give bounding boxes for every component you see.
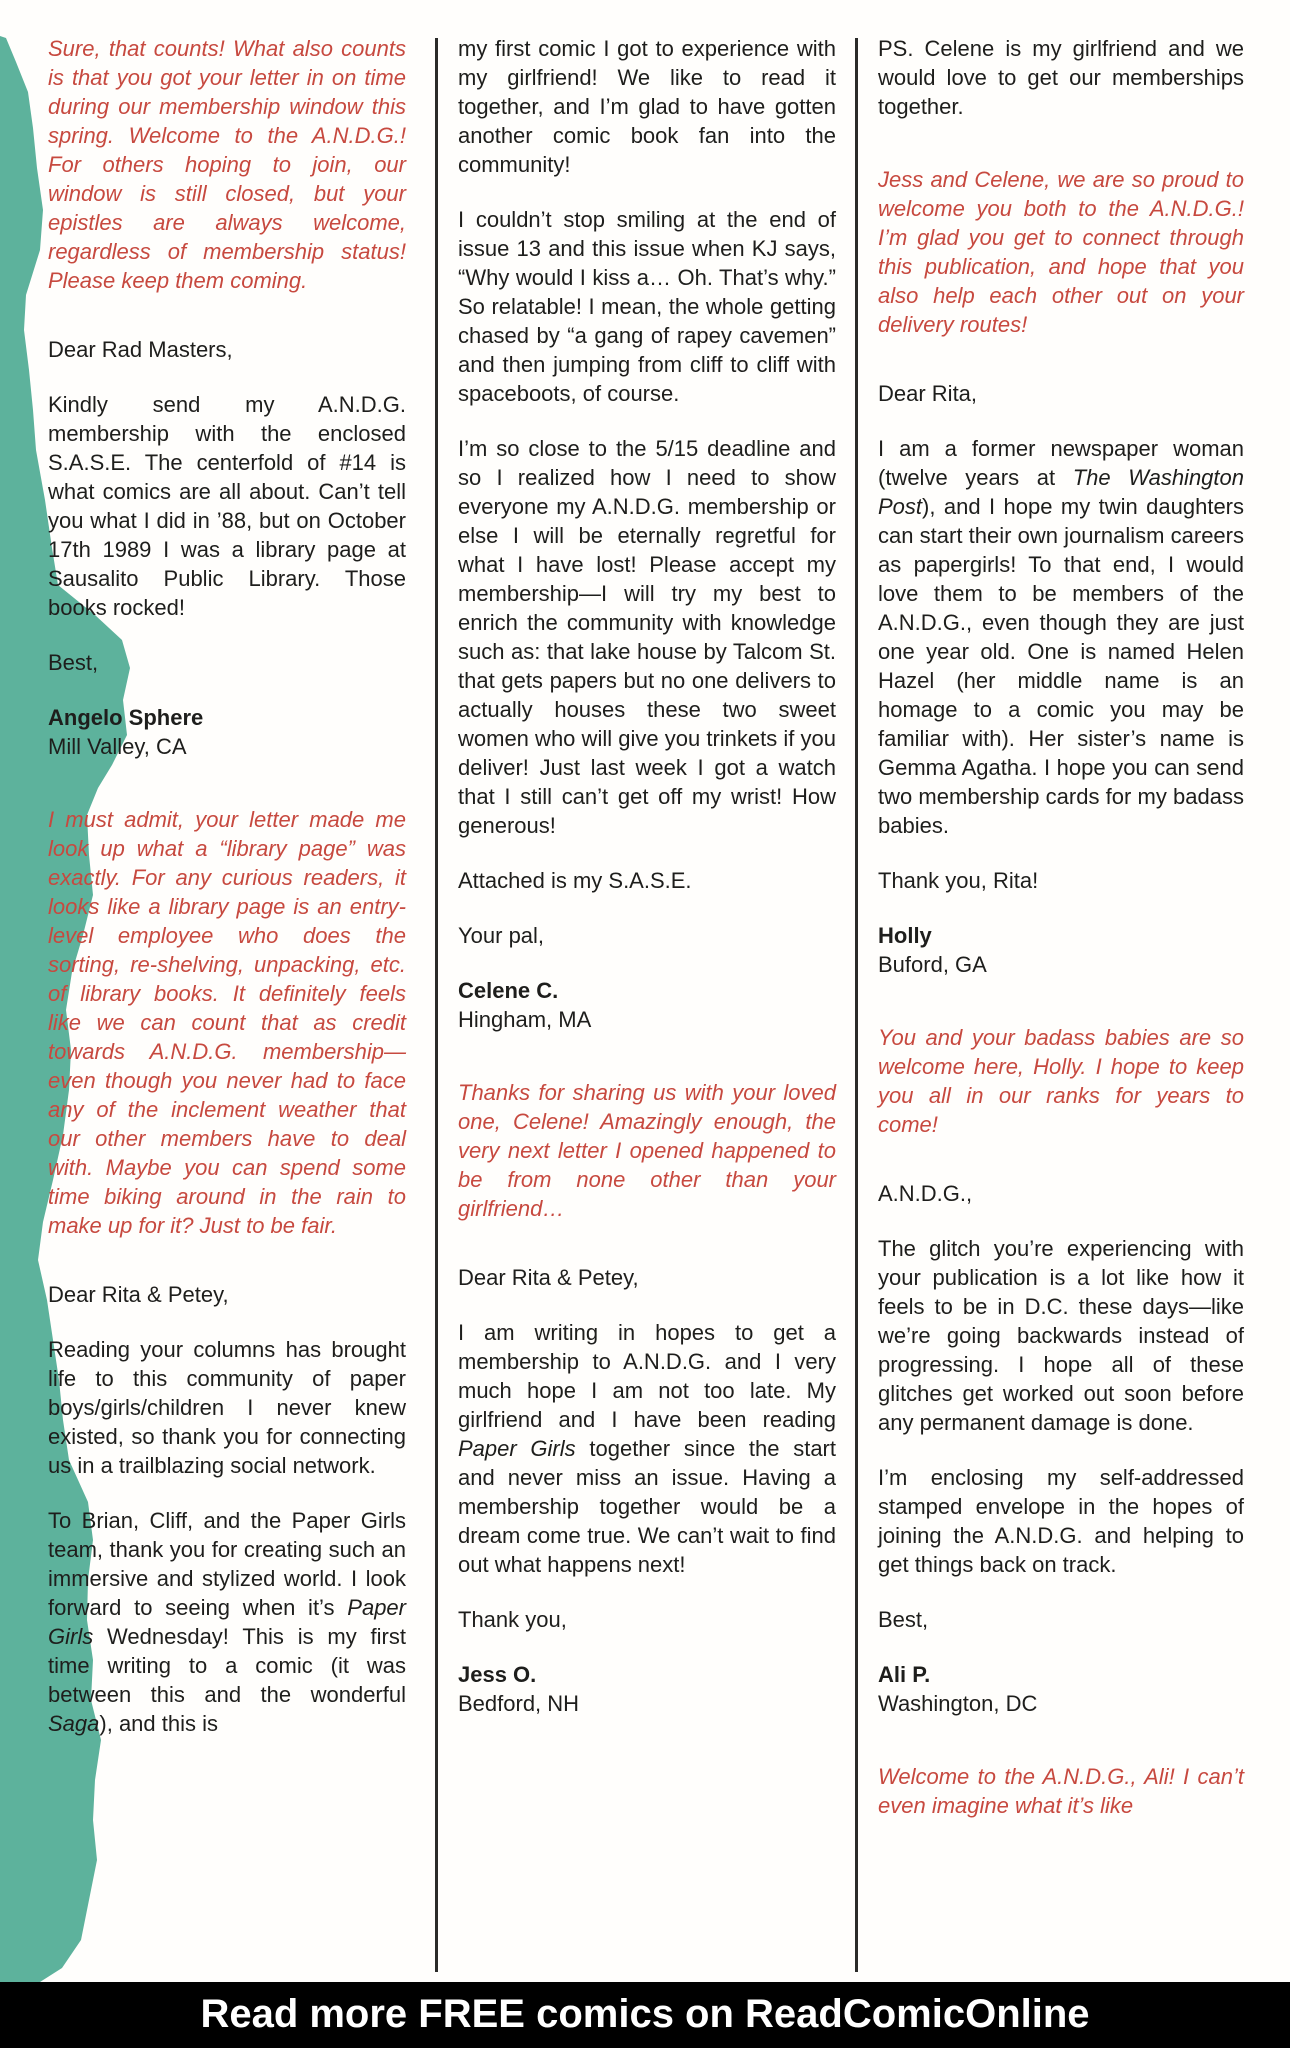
signer-location: Bedford, NH bbox=[458, 1691, 580, 1716]
letter-paragraph: Thank you, bbox=[458, 1607, 567, 1632]
letter-paragraph: Reading your columns has brought life to this community of paper boys/girls/children I never knew existed, so thank you for connecting us in a trailblazing social network. bbox=[48, 1337, 406, 1478]
editor-response: Welcome to the A.N.D.G., Ali! I can’t even imagine what it’s like bbox=[878, 1764, 1244, 1818]
signer-name: Holly bbox=[878, 923, 932, 948]
banner-text: Read more FREE comics on ReadComicOnline bbox=[200, 1992, 1090, 2036]
letter-signature bbox=[458, 1660, 836, 1718]
letter-paragraph: Dear Rad Masters, bbox=[48, 337, 233, 362]
editor-response: I must admit, your letter made me look up what a “library page” was exactly. For any curious readers, it looks like a library page is an entry-level employee who does the sorting, re-shelving, unpacking, etc. of library books. It definitely feels like we can count that as credit towards A.N.D.G. membership—even though you never had to face any of the inclement weather that our other members have to deal with. Maybe you can spend some time biking around in the rain to make up for it? Just to be fair. bbox=[48, 807, 406, 1238]
editor-response: Sure, that counts! What also counts is that you got your letter in on time during our membership window this spring. Welcome to the A.N.D.G.! For others hoping to join, our window is still closed, but your epistles are always welcome, regardless of membership status! Please keep them coming. bbox=[48, 36, 406, 293]
editor-response: You and your badass babies are so welcome here, Holly. I hope to keep you all in our ranks for years to come! bbox=[878, 1025, 1244, 1137]
letter-paragraph: Kindly send my A.N.D.G. membership with the enclosed S.A.S.E. The centerfold of #14 is what comics are all about. Can’t tell you what I did in ’88, but on October 17th 1989 I was a library page at Sausalito Public Library. Those books rocked! bbox=[48, 392, 406, 620]
signer-name: Ali P. bbox=[878, 1662, 931, 1687]
signer-name: Celene C. bbox=[458, 978, 559, 1003]
letter-paragraph: I’m enclosing my self-addressed stamped envelope in the hopes of joining the A.N.D.G. and helping to get things back on track. bbox=[878, 1465, 1244, 1577]
letter-paragraph: I am a former newspaper woman (twelve years at The Washington Post), and I hope my twin daughters can start their own journalism careers as papergirls! To that end, I would love them to be members of the A.N.D.G., even though they are just one year old. One is named Helen Hazel (her middle name is an homage to a comic you may be familiar with). Her sister’s name is Gemma Agatha. I hope you can send two membership cards for my badass babies. bbox=[878, 436, 1244, 838]
letter-paragraph: Dear Rita & Petey, bbox=[48, 1282, 229, 1307]
column-divider bbox=[855, 38, 858, 1972]
letter-paragraph: The glitch you’re experiencing with your publication is a lot like how it feels to be in D.C. these days—like we’re going backwards instead of progressing. I hope all of these glitches get worked out soon before any permanent damage is done. bbox=[878, 1236, 1244, 1435]
letter-paragraph: Your pal, bbox=[458, 923, 545, 948]
letter-paragraph: Attached is my S.A.S.E. bbox=[458, 868, 692, 893]
letter-signature bbox=[48, 703, 406, 761]
editor-response: Thanks for sharing us with your loved one, Celene! Amazingly enough, the very next letter I opened happened to be from none other than your girlfriend… bbox=[458, 1080, 836, 1221]
letter-paragraph: To Brian, Cliff, and the Paper Girls team, thank you for creating such an immersive and stylized world. I look forward to seeing when it’s Paper Girls Wednesday! This is my first time writing to a comic (it was between this and the wonderful Saga), and this is bbox=[48, 1508, 406, 1736]
letters-column-right bbox=[878, 34, 1244, 1860]
letter-paragraph: Best, bbox=[878, 1607, 929, 1632]
letter-paragraph: I couldn’t stop smiling at the end of issue 13 and this issue when KJ says, “Why would I kiss a… Oh. That’s why.” So relatable! I mean, the whole getting chased by “a gang of rapey cavemen” and then jumping from cliff to cliff with spaceboots, of course. bbox=[458, 207, 836, 406]
letter-paragraph: PS. Celene is my girlfriend and we would love to get our memberships together. bbox=[878, 36, 1244, 119]
letter-paragraph: I’m so close to the 5/15 deadline and so I realized how I need to show everyone my A.N.D.G. membership or else I will be eternally regretful for what I have lost! Please accept my membership—I will try my best to enrich the community with knowledge such as: that lake house by Talcom St. that gets papers but no one delivers to actually houses these two sweet women who will give you trinkets if you deliver! Just last week I got a watch that I still can’t get off my wrist! How generous! bbox=[458, 436, 836, 838]
letter-signature bbox=[878, 1660, 1244, 1718]
signer-location: Mill Valley, CA bbox=[48, 734, 187, 759]
signer-location: Hingham, MA bbox=[458, 1007, 592, 1032]
letter-paragraph: my first comic I got to experience with my girlfriend! We like to read it together, and I’m glad to have gotten another comic book fan into the community! bbox=[458, 36, 836, 177]
letter-paragraph: I am writing in hopes to get a membership to A.N.D.G. and I very much hope I am not too late. My girlfriend and I have been reading Paper Girls together since the start and never miss an issue. Having a membership together would be a dream come true. We can’t wait to find out what happens next! bbox=[458, 1320, 836, 1577]
letter-signature bbox=[878, 921, 1244, 979]
column-divider bbox=[435, 38, 438, 1972]
letters-column-left bbox=[48, 34, 406, 1764]
letter-paragraph: A.N.D.G., bbox=[878, 1181, 973, 1206]
signer-location: Buford, GA bbox=[878, 952, 987, 977]
letters-column-middle bbox=[458, 34, 836, 1744]
signer-location: Washington, DC bbox=[878, 1691, 1038, 1716]
letter-paragraph: Dear Rita & Petey, bbox=[458, 1265, 639, 1290]
letter-paragraph: Dear Rita, bbox=[878, 381, 978, 406]
signer-name: Jess O. bbox=[458, 1662, 537, 1687]
letter-paragraph: Best, bbox=[48, 650, 99, 675]
editor-response: Jess and Celene, we are so proud to welcome you both to the A.N.D.G.! I’m glad you get to connect through this publication, and hope that you also help each other out on your delivery routes! bbox=[878, 167, 1244, 337]
letter-paragraph: Thank you, Rita! bbox=[878, 868, 1039, 893]
readcomiconline-banner[interactable] bbox=[0, 1982, 1290, 2048]
letter-signature bbox=[458, 976, 836, 1034]
signer-name: Angelo Sphere bbox=[48, 705, 204, 730]
